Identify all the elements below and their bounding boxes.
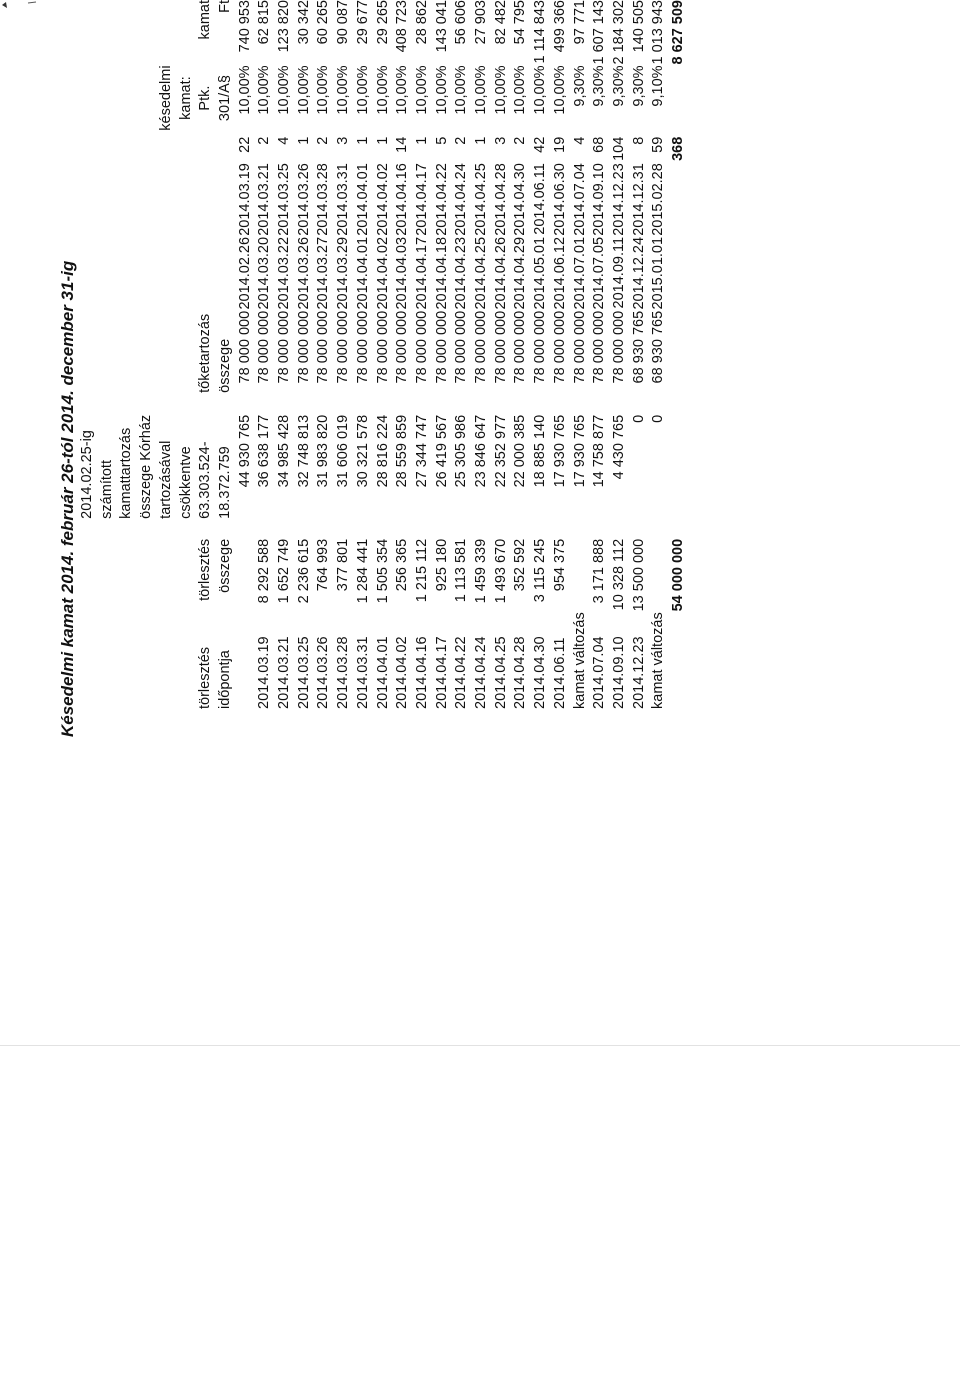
cell-c0: 2014.07.04 [591, 636, 608, 709]
cell-c6: 1 [413, 136, 430, 145]
cell-c5: 2014.03.21 [256, 163, 273, 236]
cell-c3: 78 000 000 [571, 310, 588, 384]
cell-c8: 28 862 [413, 0, 430, 45]
cell-c4: 2014.04.01 [354, 236, 371, 310]
cell-c2: 17 930 765 [551, 414, 568, 488]
cell-c2: 31 606 019 [335, 414, 352, 488]
cell-c4: 2014.04.25 [473, 236, 490, 310]
cell-c1: 3 171 888 [591, 538, 608, 604]
cell-c2: 18 885 140 [532, 414, 549, 488]
table-row [236, 0, 256, 709]
cell-c6: 59 [650, 136, 667, 153]
header-cell-c2: kamattartozás [118, 427, 135, 519]
cell-c1: 1 215 112 [413, 538, 430, 603]
header-line [137, 0, 157, 709]
cell-c0: 2014.04.25 [492, 636, 509, 709]
cell-c5: 2014.04.25 [473, 163, 490, 236]
cell-c5: 2014.04.24 [453, 163, 470, 236]
cell-c5: 2014.04.02 [374, 163, 391, 236]
cell-c2: 23 846 647 [473, 414, 490, 488]
table-row [295, 0, 315, 709]
totals-row [669, 0, 689, 709]
cell-c8: 1 013 943 [650, 0, 667, 65]
cell-c0: 2014.04.28 [512, 636, 529, 709]
cell-c8: 408 723 [394, 0, 411, 53]
cell-c6: 5 [433, 136, 450, 145]
cell-c4: 2014.03.26 [295, 236, 312, 310]
cell-c4: 2014.06.12 [551, 236, 568, 310]
cell-c3: 78 000 000 [256, 310, 273, 384]
cell-c7: 9,30% [591, 65, 608, 107]
cell-c2: 44 930 765 [236, 414, 253, 488]
cell-c8: 56 606 [453, 0, 470, 45]
cell-c8: 60 265 [315, 0, 332, 45]
cell-c1: 764 993 [315, 538, 332, 592]
header-cell-c2: 2014.02.25-ig [79, 430, 95, 519]
header-cell-c7: késedelmi [157, 65, 174, 131]
cell-c8: 123 820 [276, 0, 293, 53]
cell-c2: 25 305 986 [453, 414, 470, 488]
cell-c4: 2014.03.20 [256, 236, 273, 310]
cell-c3: 78 000 000 [492, 310, 509, 384]
cell-c3: 78 000 000 [453, 310, 470, 384]
cell-c6: 4 [571, 136, 588, 145]
cell-c1: 1 493 670 [492, 538, 509, 604]
cell-c1: 13 500 000 [630, 538, 647, 612]
cell-c6: 1 [374, 136, 391, 145]
cell-c2: 28 816 224 [374, 414, 391, 488]
header-cell-c7: Ptk. [197, 85, 214, 111]
cell-c5: 2014.04.22 [433, 163, 450, 236]
cell-c7: 10,00% [315, 65, 332, 115]
cell-c6: 104 [610, 136, 627, 161]
table-row [590, 0, 610, 709]
cell-c6: 1 [473, 136, 490, 145]
cell-c0: 2014.04.16 [413, 636, 430, 709]
header-line [117, 0, 137, 709]
cell-c7: 10,00% [335, 65, 352, 115]
cell-c6: 22 [236, 136, 253, 153]
cell-c7: 10,00% [551, 65, 568, 115]
cell-c1: 1 505 354 [374, 538, 391, 604]
table-row [492, 0, 512, 709]
table-row [255, 0, 275, 709]
header-cell-c0: törlesztés [197, 646, 214, 709]
cell-c2: 4 430 765 [610, 414, 627, 480]
cell-c7: 9,10% [650, 65, 667, 107]
cell-c3: 78 000 000 [394, 310, 411, 384]
cell-c0: 2014.04.01 [374, 636, 391, 709]
cell-c5: 2014.04.17 [413, 163, 430, 236]
cell-c4: 2014.02.26 [236, 236, 253, 310]
cell-c3: 78 000 000 [591, 310, 608, 384]
cell-c0: 2014.06.11 [551, 637, 568, 709]
cell-c6: 2 [315, 136, 332, 145]
cell-c7: 9,30% [630, 65, 647, 107]
cell-c8: 29 677 [354, 0, 371, 45]
cell-c5: 2014.04.01 [354, 163, 371, 236]
cell-c6: 2 [256, 136, 273, 145]
cell-c2: 0 [650, 414, 667, 423]
table-row [413, 0, 433, 709]
cell-c1: 352 592 [512, 538, 529, 592]
cell-c1: 1 652 749 [276, 538, 293, 604]
cell-c3: 78 000 000 [610, 310, 627, 384]
header-cell-c3: összege [216, 338, 233, 393]
cell-c1: 1 113 581 [453, 538, 470, 603]
cell-c4: 2014.07.01 [571, 236, 588, 310]
cell-c8: 1 607 143 [591, 0, 608, 65]
cell-c2: 26 419 567 [433, 414, 450, 488]
header-line [98, 0, 118, 709]
cell-c8: 499 366 [551, 0, 568, 53]
cell-c7: 10,00% [433, 65, 450, 115]
cell-c1: 2 236 615 [295, 538, 312, 604]
cell-c1: 377 801 [335, 538, 352, 592]
cell-c2: 0 [630, 414, 647, 423]
table-row [551, 0, 571, 709]
cell-c8: 29 265 [374, 0, 391, 45]
cell-c0: 2014.04.17 [433, 636, 450, 709]
header-cell-c8: kamat [197, 0, 214, 40]
cell-c3: 78 000 000 [551, 310, 568, 384]
cell-c8: 140 505 [630, 0, 647, 53]
table-row [511, 0, 531, 709]
cell-c4: 2014.04.17 [413, 236, 430, 310]
cell-c0: 2014.03.25 [295, 636, 312, 709]
cell-c0: 2014.09.10 [610, 636, 627, 709]
cell-c7: 10,00% [512, 65, 529, 115]
table-row [531, 0, 551, 709]
cell-c5: 2014.06.30 [551, 163, 568, 236]
cell-c7: 9,30% [571, 65, 588, 107]
cell-c4: 2014.04.02 [374, 236, 391, 310]
cell-c0: 2014.03.21 [276, 636, 293, 709]
document-title: Késedelmi kamat 2014. február 26-tól 2014. december 31-ig [58, 260, 77, 737]
cell-c5: 2014.03.19 [236, 163, 253, 236]
table-row [472, 0, 492, 709]
cell-c0 [236, 612, 256, 709]
cell-c1: 3 115 245 [532, 538, 549, 603]
cell-c3: 78 000 000 [413, 310, 430, 384]
cell-c8: 90 087 [335, 0, 352, 45]
cell-c7: 9,30% [610, 65, 627, 107]
header-cell-c2: összege Kórház [138, 414, 155, 519]
header-cell-c7: kamat: [177, 76, 194, 120]
cell-c5: 2014.03.26 [295, 163, 312, 236]
cell-c6: 14 [394, 136, 411, 153]
cell-c5: 2014.03.25 [276, 163, 293, 236]
cell-c0: 2014.12.23 [630, 636, 647, 709]
cell-c4: 2014.03.29 [335, 236, 352, 310]
cell-c8: 27 903 [473, 0, 490, 45]
cell-c8: 740 953 [236, 0, 253, 53]
cell-c3: 78 000 000 [354, 310, 371, 384]
cell-c1: 10 328 112 [610, 538, 627, 611]
cell-c3: 78 000 000 [335, 310, 352, 384]
cell-c4: 2014.09.11 [610, 236, 627, 309]
cell-c4: 2014.04.03 [394, 236, 411, 310]
header-cell-c1: összege [216, 538, 233, 593]
cell-c2: 27 344 747 [413, 414, 430, 488]
cell-c8: 1 114 843 [532, 0, 549, 64]
cell-c7: 10,00% [413, 65, 430, 115]
cell-c3: 68 930 765 [650, 310, 667, 384]
cell-c1: 1 284 441 [354, 538, 371, 604]
cell-c8: 82 482 [492, 0, 509, 45]
cell-c4: 2015.01.01 [650, 236, 667, 310]
cell-c5: 2015.02.28 [650, 163, 667, 236]
cell-c5: 2014.12.31 [630, 163, 647, 236]
cell-c1: 256 365 [394, 538, 411, 592]
cell-c5: 2014.07.04 [571, 163, 588, 236]
total-c1: 54 000 000 [670, 538, 687, 612]
cell-c7: 10,00% [256, 65, 273, 115]
header-cell-c2: 63.303.524- [197, 441, 214, 519]
cell-c4: 2014.03.27 [315, 236, 332, 310]
cell-c5: 2014.04.16 [394, 163, 411, 236]
total-c6: 368 [670, 136, 687, 161]
cell-c3: 78 000 000 [433, 310, 450, 384]
cell-c1 [236, 527, 256, 612]
cell-c4: 2014.05.01 [532, 236, 549, 310]
table-row [630, 0, 650, 709]
cell-c6: 3 [492, 136, 509, 145]
cell-c6: 42 [532, 136, 549, 153]
table-row [275, 0, 295, 709]
cell-c3: 78 000 000 [512, 310, 529, 384]
cell-c8: 143 041 [433, 0, 450, 53]
table-row [433, 0, 453, 709]
cell-c7: 10,00% [276, 65, 293, 115]
rate-change-row [649, 0, 669, 709]
cell-c1: 925 180 [433, 538, 450, 592]
cell-c3: 78 000 000 [374, 310, 391, 384]
cell-c3: 78 000 000 [276, 310, 293, 384]
cell-c0: 2014.03.28 [335, 636, 352, 709]
cell-c3: 68 930 765 [630, 310, 647, 384]
cell-c6: 1 [295, 136, 312, 145]
cell-c8: 2 184 302 [610, 0, 627, 65]
cell-c5: 2014.03.31 [335, 163, 352, 236]
cell-c1 [649, 527, 669, 612]
cell-c7: 10,00% [236, 65, 253, 115]
cell-c3: 78 000 000 [236, 310, 253, 384]
table-row [610, 0, 630, 709]
header-cell-c2: számított [98, 460, 115, 519]
cell-c0: kamat változás [571, 612, 588, 709]
header-cell-c0: időpontja [216, 650, 233, 709]
header-cell-c2: tartozásával [157, 440, 174, 519]
cell-c2: 22 352 977 [492, 414, 509, 488]
cell-c1 [571, 527, 591, 612]
cell-c0: 2014.04.22 [453, 636, 470, 709]
cell-c6: 19 [551, 136, 568, 153]
cell-c7: 10,00% [492, 65, 509, 115]
cell-c6: 2 [512, 136, 529, 145]
cell-c6: 68 [591, 136, 608, 153]
cell-c8: 30 342 [295, 0, 312, 45]
cell-c4: 2014.03.22 [276, 236, 293, 310]
cell-c2: 34 985 428 [276, 414, 293, 488]
table-row [314, 0, 334, 709]
cell-c0: 2014.04.30 [532, 636, 549, 709]
table-row [354, 0, 374, 709]
cell-c0: 2014.03.19 [256, 636, 273, 709]
cell-c6: 4 [276, 136, 293, 145]
cell-c5: 2014.04.30 [512, 163, 529, 236]
cell-c0: 2014.04.02 [394, 636, 411, 709]
cell-c0: 2014.04.24 [473, 636, 490, 709]
table-row [393, 0, 413, 709]
cell-c4: 2014.12.24 [630, 236, 647, 310]
cell-c4: 2014.04.26 [492, 236, 509, 310]
cell-c6: 1 [354, 136, 371, 145]
total-c8: 8 627 509 [670, 0, 687, 65]
table-row [452, 0, 472, 709]
header-line [157, 0, 177, 709]
header-line [196, 0, 216, 709]
header-cell-c1: törlesztés [197, 538, 214, 601]
header-cell-c7: 301/A§ [216, 75, 233, 122]
cell-c3: 78 000 000 [532, 310, 549, 384]
cell-c2: 28 559 859 [394, 414, 411, 488]
cell-c8: 54 795 [512, 0, 529, 45]
late-interest-table [78, 0, 689, 709]
header-cell-c2: 18.372.759 [216, 446, 233, 519]
cell-c1: 8 292 588 [256, 538, 273, 604]
cell-c7: 10,00% [295, 65, 312, 115]
cell-c0: 2014.03.26 [315, 636, 332, 709]
cell-c3: 78 000 000 [315, 310, 332, 384]
rate-change-row [571, 0, 591, 709]
cell-c6: 3 [335, 136, 352, 145]
cell-c7: 10,00% [374, 65, 391, 115]
header-line [216, 0, 236, 709]
cell-c4: 2014.04.18 [433, 236, 450, 310]
cell-c5: 2014.12.23 [610, 163, 627, 236]
cell-c1: 1 459 339 [473, 538, 490, 604]
cell-c4: 2014.04.29 [512, 236, 529, 310]
cell-c2: 36 638 177 [256, 414, 273, 488]
cell-c6: 8 [630, 136, 647, 145]
cell-c0: 2014.03.31 [354, 636, 371, 709]
cell-c8: 97 771 [571, 0, 588, 45]
cell-c7: 10,00% [453, 65, 470, 115]
cell-c2: 17 930 765 [571, 414, 588, 488]
cell-c4: 2014.07.05 [591, 236, 608, 310]
cell-c1: 954 375 [551, 538, 568, 592]
cell-c5: 2014.09.10 [591, 163, 608, 236]
cell-c0: kamat változás [650, 612, 667, 709]
cell-c8: 62 815 [256, 0, 273, 45]
cell-c7: 10,00% [394, 65, 411, 115]
cell-c3: 78 000 000 [473, 310, 490, 384]
cell-c2: 14 758 877 [591, 414, 608, 488]
table-row [334, 0, 354, 709]
cell-c7: 10,00% [473, 65, 490, 115]
cell-c3: 78 000 000 [295, 310, 312, 384]
cell-c5: 2014.04.28 [492, 163, 509, 236]
cell-c2: 30 321 578 [354, 414, 371, 488]
cell-c2: 22 000 385 [512, 414, 529, 488]
cell-c7: 10,00% [532, 65, 549, 115]
header-cell-c3: tőketartozás [197, 313, 214, 393]
header-line [177, 0, 197, 709]
cell-c2: 32 748 813 [295, 414, 312, 488]
cell-c4: 2014.04.23 [453, 236, 470, 310]
table-row [374, 0, 394, 709]
cell-c6: 2 [453, 136, 470, 145]
header-line [78, 0, 98, 709]
cell-c7: 10,00% [354, 65, 371, 115]
header-cell-c8: Ft [216, 0, 233, 13]
header-cell-c2: csökkentve [177, 446, 194, 519]
cell-c5: 2014.03.28 [315, 163, 332, 236]
cell-c5: 2014.06.11 [532, 163, 549, 235]
cell-c2: 31 983 820 [315, 414, 332, 488]
